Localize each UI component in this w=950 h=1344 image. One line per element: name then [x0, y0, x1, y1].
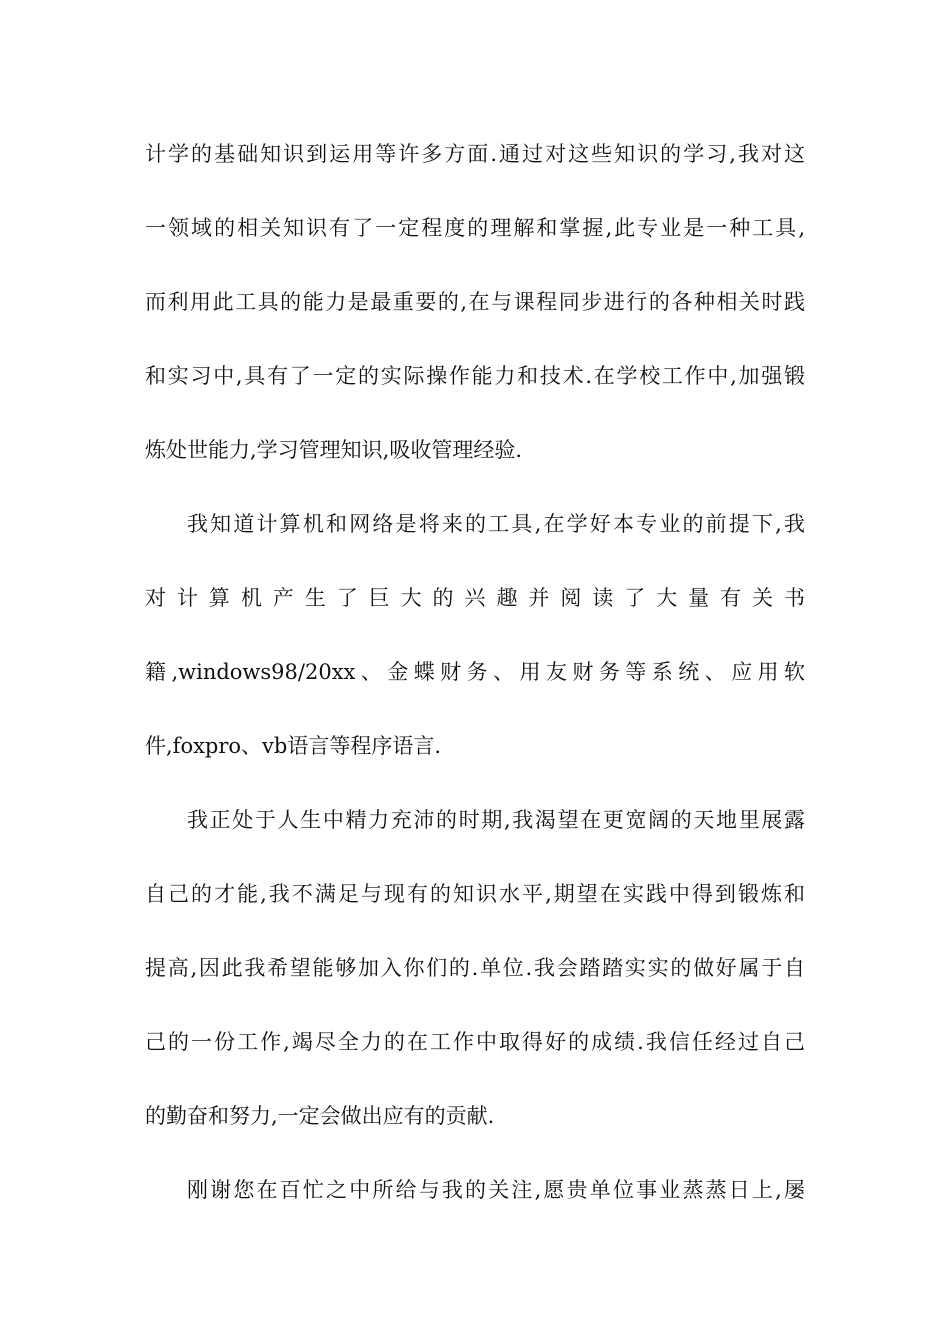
text-line: 对计算机产生了巨大的兴趣并阅读了大量有关书	[145, 586, 805, 610]
text-line: 己的一份工作,竭尽全力的在工作中取得好的成绩.我信任经过自己	[145, 1030, 805, 1054]
paragraph-start-line: 刚谢您在百忙之中所给与我的关注,愿贵单位事业蒸蒸日上,屡	[187, 1178, 805, 1202]
text-line: 一领域的相关知识有了一定程度的理解和掌握,此专业是一种工具,	[145, 216, 805, 240]
text-line: 件,foxpro、vb语言等程序语言.	[145, 734, 442, 758]
text-line: 计学的基础知识到运用等许多方面.通过对这些知识的学习,我对这	[145, 142, 805, 166]
text-line: 提高,因此我希望能够加入你们的.单位.我会踏踏实实的做好属于自	[145, 956, 805, 980]
text-line: 炼处世能力,学习管理知识,吸收管理经验.	[145, 438, 523, 462]
paragraph-start-line: 我正处于人生中精力充沛的时期,我渴望在更宽阔的天地里展露	[187, 808, 805, 832]
text-line: 籍,windows98/20xx、金蝶财务、用友财务等系统、应用软	[145, 660, 805, 684]
text-line: 的勤奋和努力,一定会做出应有的贡献.	[145, 1104, 495, 1128]
text-line: 而利用此工具的能力是最重要的,在与课程同步进行的各种相关时践	[145, 290, 805, 314]
text-line: 自己的才能,我不满足与现有的知识水平,期望在实践中得到锻炼和	[145, 882, 805, 906]
text-line: 和实习中,具有了一定的实际操作能力和技术.在学校工作中,加强锻	[145, 364, 805, 388]
paragraph-start-line: 我知道计算机和网络是将来的工具,在学好本专业的前提下,我	[187, 512, 805, 536]
